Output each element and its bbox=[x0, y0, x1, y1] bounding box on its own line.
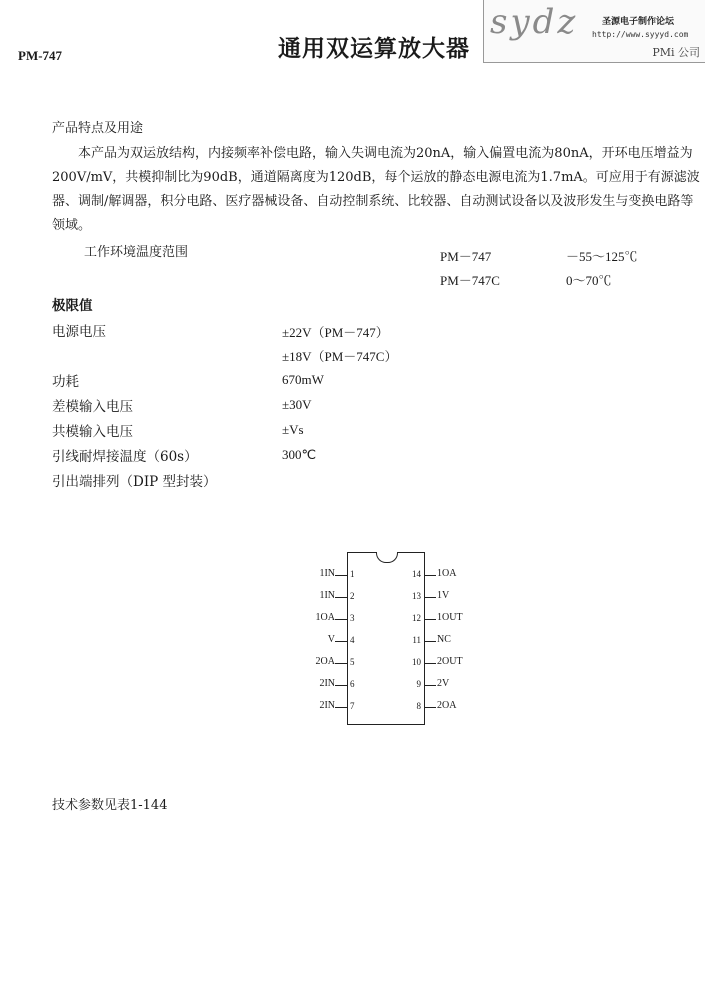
logo-mark: sydz bbox=[490, 2, 579, 42]
pin-number-left-5: 5 bbox=[350, 657, 355, 667]
pin-label-right-1: 1OA bbox=[437, 568, 457, 579]
pin-number-left-3: 3 bbox=[350, 613, 355, 623]
rating-label-common-input: 共模输入电压 bbox=[52, 424, 133, 440]
pin-number-left-4: 4 bbox=[350, 635, 355, 645]
temp-range-label: 工作环境温度范围 bbox=[84, 245, 189, 260]
features-paragraph: 本产品为双运放结构，内接频率补偿电路，输入失调电流为20nA，输入偏置电流为80nA，开环电压增益为200V/mV，共模抑制比为90dB，通道隔离度为120dB，每个运放的静态电源电流为1.7mA。可应用于有源滤波器、调制/解调器，积分电路、医疗器械设备、自动控制系统、比较器、自动测试设备以及波形发生与变换电路等领域。 bbox=[52, 146, 700, 233]
pin-lead-right-7 bbox=[424, 707, 436, 708]
pin-number-right-7: 8 bbox=[416, 701, 421, 711]
rating-label-solder-temp: 引线耐焊接温度（60s） bbox=[52, 449, 198, 465]
pin-lead-left-7 bbox=[335, 707, 347, 708]
pin-label-left-4: V bbox=[327, 634, 335, 645]
pin-number-left-7: 7 bbox=[350, 701, 355, 711]
pin-number-right-1: 14 bbox=[412, 569, 421, 579]
pin-number-right-2: 13 bbox=[412, 591, 421, 601]
pin-label-right-6: 2V bbox=[437, 678, 450, 689]
pin-number-left-1: 1 bbox=[350, 569, 355, 579]
pin-label-left-1: 1IN bbox=[319, 568, 335, 579]
logo-company: PMi 公司 bbox=[652, 46, 700, 59]
pin-label-right-2: 1V bbox=[437, 590, 450, 601]
rating-value-supply-1: ±22V（PM－747） bbox=[282, 325, 389, 340]
pin-lead-right-1 bbox=[424, 575, 436, 576]
pin-number-left-2: 2 bbox=[350, 591, 355, 601]
temp-model-1: PM－747 bbox=[440, 249, 492, 264]
pin-label-left-5: 2OA bbox=[315, 656, 335, 667]
page-title: 通用双运算放大器 bbox=[278, 35, 470, 62]
pin-label-left-7: 2IN bbox=[319, 700, 335, 711]
rating-value-diff-input: ±30V bbox=[282, 397, 312, 412]
pin-number-right-5: 10 bbox=[412, 657, 421, 667]
pin-lead-right-4 bbox=[424, 641, 436, 642]
rating-value-common-input: ±Vs bbox=[282, 422, 304, 437]
pin-label-right-7: 2OA bbox=[437, 700, 457, 711]
rating-value-solder-temp: 300℃ bbox=[282, 447, 317, 462]
pin-number-right-4: 11 bbox=[412, 635, 421, 645]
rating-label-power: 功耗 bbox=[52, 374, 79, 390]
pin-lead-right-5 bbox=[424, 663, 436, 664]
pinout-label: 引出端排列（DIP 型封装） bbox=[52, 474, 217, 490]
pin-lead-left-5 bbox=[335, 663, 347, 664]
pin-number-right-3: 12 bbox=[412, 613, 421, 623]
ratings-heading: 极限值 bbox=[52, 298, 93, 314]
pin-lead-left-1 bbox=[335, 575, 347, 576]
pin-label-left-3: 1OA bbox=[315, 612, 335, 623]
pin-label-left-2: 1IN bbox=[319, 590, 335, 601]
rating-value-supply-2: ±18V（PM－747C） bbox=[282, 349, 398, 364]
pin-number-right-6: 9 bbox=[416, 679, 421, 689]
pin-lead-left-3 bbox=[335, 619, 347, 620]
footer-reference: 技术参数见表1-144 bbox=[52, 798, 168, 813]
watermark-logo bbox=[483, 0, 705, 63]
temp-range-2: 0～70℃ bbox=[566, 273, 612, 288]
pin-lead-right-3 bbox=[424, 619, 436, 620]
logo-forum-name: 圣源电子制作论坛 bbox=[602, 17, 675, 27]
pin-lead-left-4 bbox=[335, 641, 347, 642]
rating-label-supply: 电源电压 bbox=[52, 324, 106, 340]
part-number: PM-747 bbox=[18, 48, 63, 63]
pin-lead-left-6 bbox=[335, 685, 347, 686]
pin-label-right-4: NC bbox=[437, 634, 451, 645]
pin-label-left-6: 2IN bbox=[319, 678, 335, 689]
pin-number-left-6: 6 bbox=[350, 679, 355, 689]
temp-model-2: PM－747C bbox=[440, 273, 500, 288]
pin-lead-right-6 bbox=[424, 685, 436, 686]
rating-value-power: 670mW bbox=[282, 372, 324, 387]
logo-url: http://www.syyyd.com bbox=[592, 30, 689, 39]
pin-label-right-3: 1OUT bbox=[437, 612, 463, 623]
pin-lead-right-2 bbox=[424, 597, 436, 598]
pin-label-right-5: 2OUT bbox=[437, 656, 463, 667]
pin-lead-left-2 bbox=[335, 597, 347, 598]
dip-notch bbox=[376, 552, 398, 563]
rating-label-diff-input: 差模输入电压 bbox=[52, 399, 133, 415]
features-heading: 产品特点及用途 bbox=[52, 121, 144, 136]
temp-range-1: －55～125℃ bbox=[566, 249, 638, 264]
